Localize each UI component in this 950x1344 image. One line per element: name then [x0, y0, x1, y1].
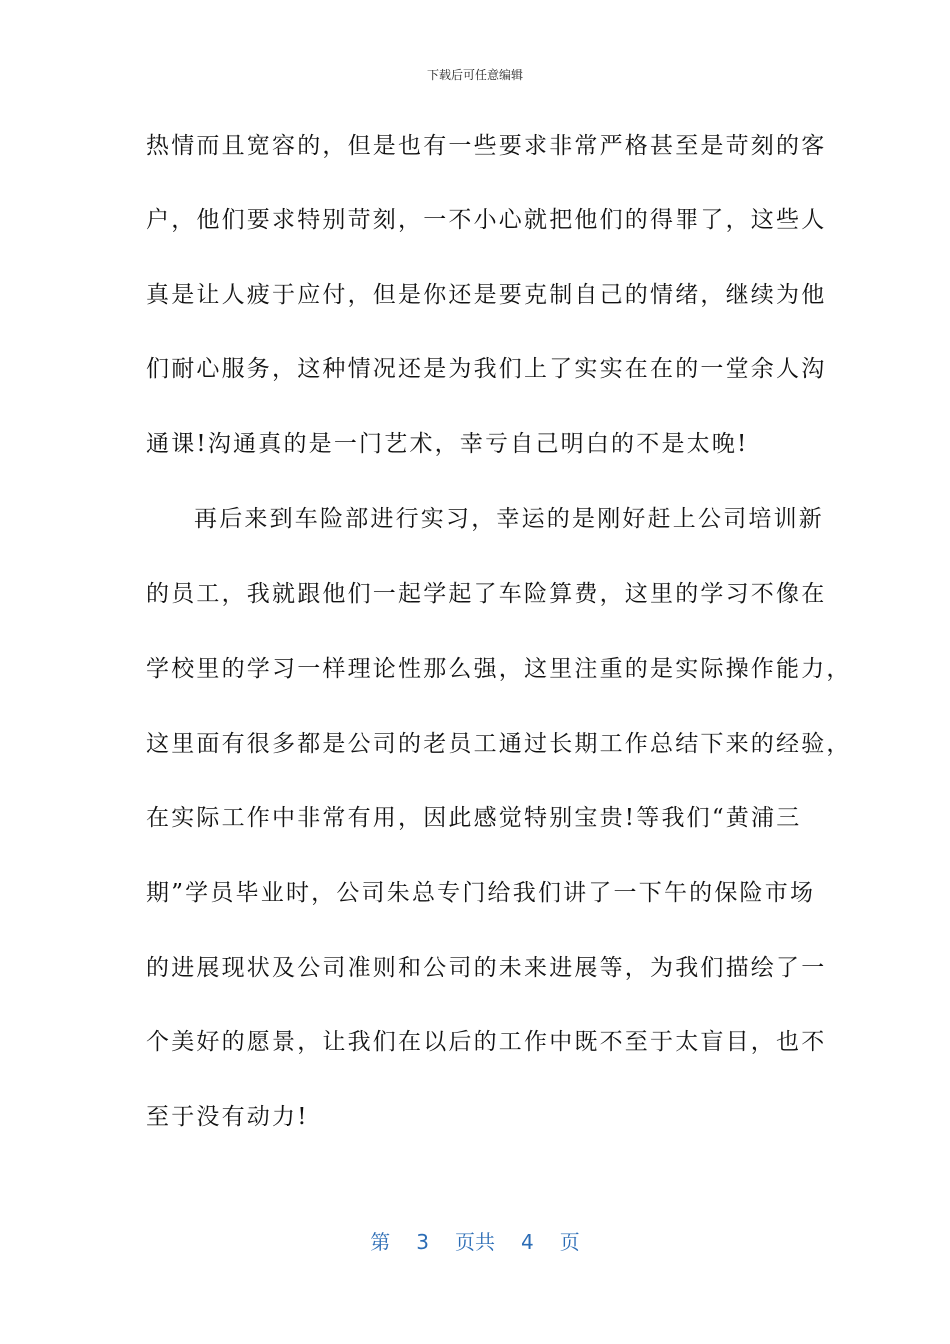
- text-line: 期”学员毕业时，公司朱总专门给我们讲了一下午的保险市场: [146, 880, 816, 906]
- text-line: 通课!沟通真的是一门艺术，幸亏自己明白的不是太晚!: [146, 431, 749, 457]
- footer-middle: 页共: [455, 1230, 495, 1254]
- footer-prefix: 第: [370, 1230, 391, 1254]
- text-line: 个美好的愿景，让我们在以后的工作中既不至于太盲目，也不: [146, 1029, 827, 1055]
- text-line: 这里面有很多都是公司的老员工通过长期工作总结下来的经验，: [146, 731, 852, 757]
- paragraph-first-line: 再后来到车险部进行实习，幸运的是刚好赶上公司培训新: [194, 506, 824, 532]
- text-line: 们耐心服务，这种情况还是为我们上了实实在在的一堂余人沟: [146, 356, 827, 382]
- text-line: 的员工，我就跟他们一起学起了车险算费，这里的学习不像在: [146, 581, 827, 607]
- page-header: 下载后可任意编辑: [426, 68, 523, 82]
- current-page-number: 3: [416, 1230, 429, 1254]
- text-line: 学校里的学习一样理论性那么强，这里注重的是实际操作能力，: [146, 656, 852, 682]
- text-line: 的进展现状及公司准则和公司的未来进展等，为我们描绘了一: [146, 955, 827, 981]
- footer-suffix: 页: [559, 1230, 580, 1254]
- text-line: 至于没有动力!: [146, 1104, 309, 1130]
- text-line: 热情而且宽容的，但是也有一些要求非常严格甚至是苛刻的客: [146, 133, 827, 159]
- text-line: 户，他们要求特别苛刻，一不小心就把他们的得罪了，这些人: [146, 207, 827, 233]
- total-page-number: 4: [521, 1230, 534, 1254]
- text-line: 在实际工作中非常有用，因此感觉特别宝贵!等我们“黄浦三: [146, 805, 802, 831]
- text-line: 真是让人疲于应付，但是你还是要克制自己的情绪，继续为他: [146, 282, 827, 308]
- page-footer: [0, 1226, 950, 1255]
